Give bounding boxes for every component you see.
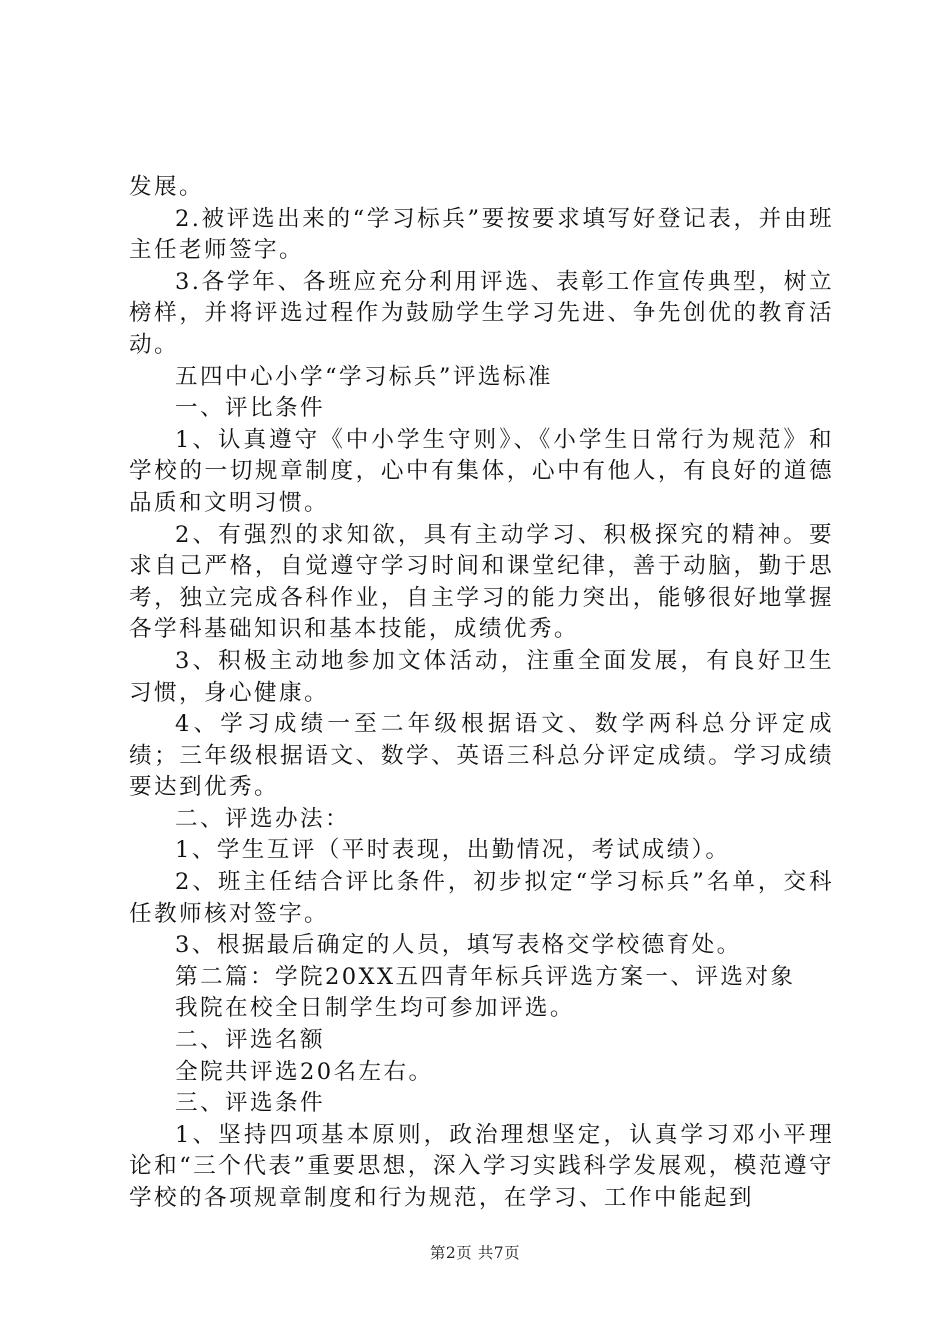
eligibility-text: 我院在校全日制学生均可参加评选。 [175,995,575,1022]
quota-text: 全院共评选20名左右。 [175,1058,434,1085]
criteria-item-4: 4、学习成绩一至二年级根据语文、数学两科总分评定成绩；三年级根据语文、数学、英语三科总分评定成绩。学习成绩要达到优秀。 [129,711,834,801]
method-item-1: 1、学生互评（平时表现，出勤情况，考试成绩）。 [175,837,731,864]
heading-quota: 二、评选名额 [175,1027,325,1054]
criteria-item-3: 3、积极主动地参加文体活动，注重全面发展，有良好卫生习惯，身心健康。 [129,647,834,706]
section-title-standard: 五四中心小学“学习标兵”评选标准 [175,363,553,390]
method-item-3: 3、根据最后确定的人员，填写表格交学校德育处。 [175,932,742,959]
heading-conditions: 三、评选条件 [175,1090,325,1117]
paragraph-item-2: 2.被评选出来的“学习标兵”要按要求填写好登记表，并由班主任老师签字。 [129,205,834,264]
conditions-item-1: 1、坚持四项基本原则，政治理想坚定，认真学习邓小平理论和“三个代表”重要思想，深入学习实践科学发展观，模范遵守学校的各项规章制度和行为规范，在学习、工作中能起到 [129,1121,834,1211]
criteria-item-1: 1、认真遵守《中小学生守则》、《小学生日常行为规范》和学校的一切规章制度，心中有集体，心中有他人，有良好的道德品质和文明习惯。 [129,426,834,516]
document-body [129,172,834,1215]
page-number-footer: 第2页 共7页 [429,1244,521,1262]
paragraph-item-3: 3.各学年、各班应充分利用评选、表彰工作宣传典型，树立榜样，并将评选过程作为鼓励学生学习先进、争先创优的教育活动。 [129,268,834,358]
method-item-2: 2、班主任结合评比条件，初步拟定“学习标兵”名单，交科任教师核对签字。 [129,869,834,927]
section-title-part-two: 第二篇：学院20XX五四青年标兵评选方案一、评选对象 [175,963,796,990]
heading-criteria: 一、评比条件 [175,395,325,422]
heading-method: 二、评选办法： [175,805,350,832]
criteria-item-2: 2、有强烈的求知欲，具有主动学习、积极探究的精神。要求自己严格，自觉遵守学习时间和课堂纪律，善于动脑，勤于思考，独立完成各科作业，自主学习的能力突出，能够很好地掌握各学科基础知识和基本技能，成绩优秀。 [129,521,834,643]
paragraph-continuation: 发展。 [129,174,204,200]
